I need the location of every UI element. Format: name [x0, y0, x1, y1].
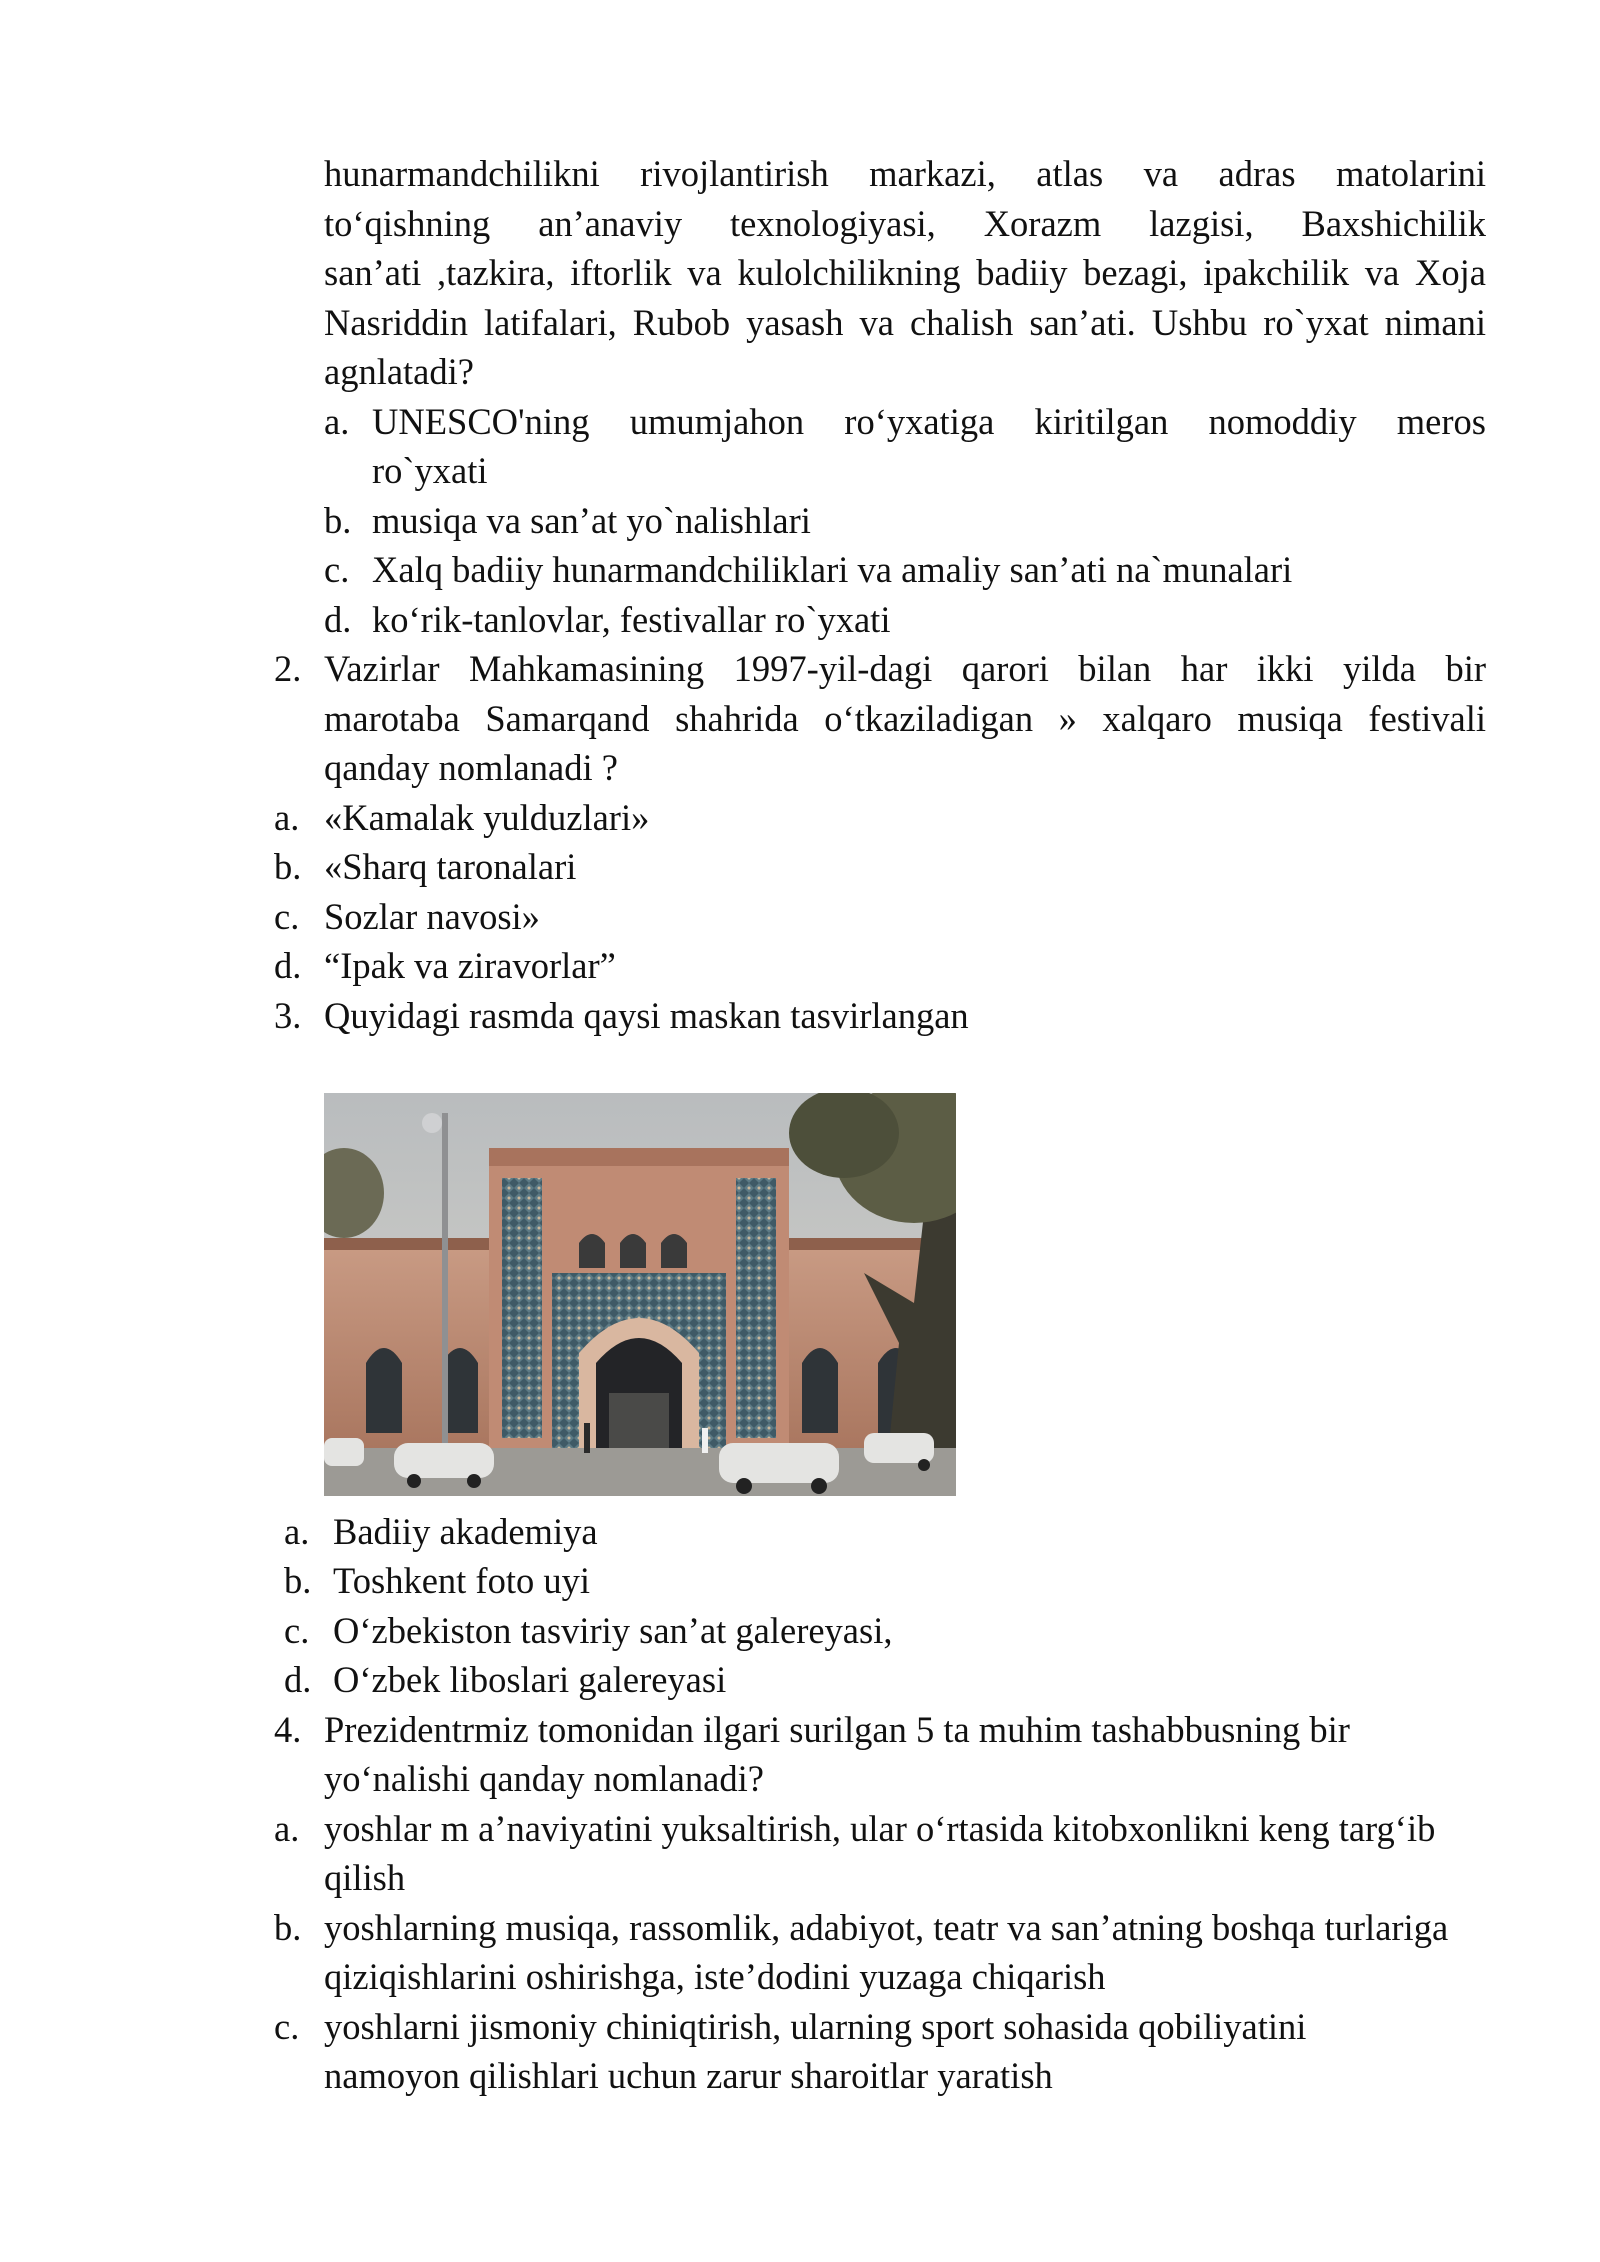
q3-number: 3. [274, 995, 302, 1036]
q1-option-d-text: ko‘rik-tanlovlar, festivallar ro`yxati [372, 599, 891, 640]
q3-option-d-marker: d. [284, 1659, 312, 1700]
q3-option-b-marker: b. [284, 1560, 312, 1601]
q2-option-a-text: «Kamalak yulduzlari» [324, 797, 650, 838]
q1-option-b-text: musiqa va san’at yo`nalishlari [372, 500, 811, 541]
q1-text-line-2: to‘qishning an’anaviy texnologiyasi, Xorazm lazgisi, Baxshichilik [324, 203, 1486, 244]
q2-option-d-text: “Ipak va ziravorlar” [324, 945, 616, 986]
q3-option-a-text: Badiiy akademiya [333, 1511, 598, 1552]
q1-option-a-line-2: ro`yxati [372, 450, 488, 491]
q2-option-b-marker: b. [274, 846, 302, 887]
q4-number: 4. [274, 1709, 302, 1750]
q2-text-line-1: Vazirlar Mahkamasining 1997-yil-dagi qarori bilan har ikki yilda bir [324, 648, 1486, 689]
q2-option-a-marker: a. [274, 797, 300, 838]
gallery-building-photo [324, 1093, 956, 1496]
q1-option-a-line-1: UNESCO'ning umumjahon ro‘yxatiga kiritilgan nomoddiy meros [372, 401, 1486, 442]
q2-option-c-text: Sozlar navosi» [324, 896, 540, 937]
q4-option-b-line-2: qiziqishlarini oshirishga, iste’dodini yuzaga chiqarish [324, 1956, 1106, 1997]
q1-option-c-marker: c. [324, 549, 350, 590]
q4-option-c-marker: c. [274, 2006, 300, 2047]
q4-text-line-2: yo‘nalishi qanday nomlanadi? [324, 1758, 764, 1799]
q3-option-b-text: Toshkent foto uyi [333, 1560, 590, 1601]
q4-option-b-marker: b. [274, 1907, 302, 1948]
q2-option-b-text: «Sharq taronalari [324, 846, 577, 887]
q2-text-line-2: marotaba Samarqand shahrida o‘tkaziladigan » xalqaro musiqa festivali [324, 698, 1486, 739]
q1-option-a-marker: a. [324, 401, 350, 442]
q1-text-line-3: san’ati ,tazkira, iftorlik va kulolchilikning badiiy bezagi, ipakchilik va Xoja [324, 252, 1486, 293]
q3-option-c-text: O‘zbekiston tasviriy san’at galereyasi, [333, 1610, 893, 1651]
q4-option-c-line-1: yoshlarni jismoniy chiniqtirish, ularning sport sohasida qobiliyatini [324, 2006, 1307, 2047]
q4-option-a-line-2: qilish [324, 1857, 406, 1898]
q3-option-d-text: O‘zbek liboslari galereyasi [333, 1659, 727, 1700]
q1-text-line-1: hunarmandchilikni rivojlantirish markazi, atlas va adras matolarini [324, 153, 1486, 194]
q4-text-line-1: Prezidentrmiz tomonidan ilgari surilgan 5 ta muhim tashabbusning bir [324, 1709, 1350, 1750]
q4-option-b-line-1: yoshlarning musiqa, rassomlik, adabiyot, teatr va san’atning boshqa turlariga [324, 1907, 1449, 1948]
q3-option-a-marker: a. [284, 1511, 310, 1552]
q1-option-d-marker: d. [324, 599, 352, 640]
q1-option-c-text: Xalq badiiy hunarmandchiliklari va amaliy san’ati na`munalari [372, 549, 1293, 590]
q3-text: Quyidagi rasmda qaysi maskan tasvirlangan [324, 995, 969, 1036]
q4-option-c-line-2: namoyon qilishlari uchun zarur sharoitlar yaratish [324, 2055, 1053, 2096]
q4-option-a-line-1: yoshlar m a’naviyatini yuksaltirish, ular o‘rtasida kitobxonlikni keng targ‘ib [324, 1808, 1436, 1849]
q1-option-b-marker: b. [324, 500, 352, 541]
q2-option-c-marker: c. [274, 896, 300, 937]
q1-text-line-5: agnlatadi? [324, 351, 474, 392]
q1-text-line-4: Nasriddin latifalari, Rubob yasash va chalish san’ati. Ushbu ro`yxat nimani [324, 302, 1486, 343]
q3-option-c-marker: c. [284, 1610, 310, 1651]
q4-option-a-marker: a. [274, 1808, 300, 1849]
q2-number: 2. [274, 648, 302, 689]
q2-text-line-3: qanday nomlanadi ? [324, 747, 618, 788]
q2-option-d-marker: d. [274, 945, 302, 986]
